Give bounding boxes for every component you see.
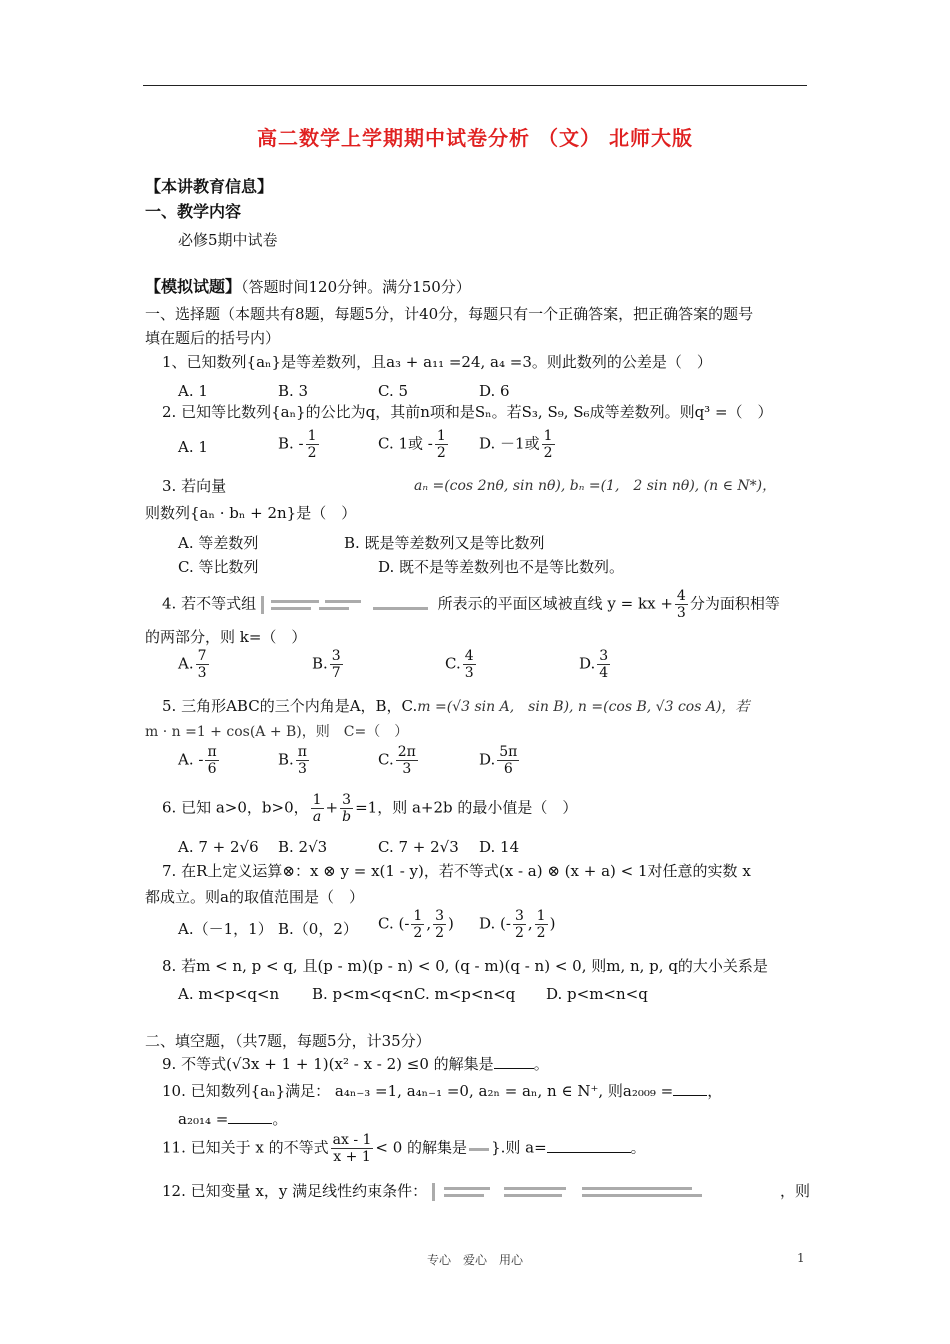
fraction-denominator: 6 <box>207 761 217 777</box>
fraction-numerator: 3 <box>514 908 524 924</box>
answer-blank <box>673 1081 707 1096</box>
fraction-denominator: 6 <box>503 761 513 777</box>
q2-option-b <box>278 428 321 461</box>
q3-option-b: B. 既是等差数列又是等比数列 <box>344 534 545 552</box>
q4-option-b <box>312 648 345 681</box>
q1-option-c: C. 5 <box>378 382 409 400</box>
q4-option-b-label: B. <box>312 654 328 673</box>
q2-option-b-label: B. - <box>278 434 304 453</box>
q3-vector-formula: aₙ =(cos 2nθ, sin nθ), bₙ =(1, 2 sin nθ), (n ∈ N*)， <box>414 478 777 494</box>
fill-in-heading: 二、填空题，（共7题，每题5分，计35分） <box>145 1032 431 1050</box>
q4-option-a-label: A. <box>178 654 194 673</box>
fraction-denominator: b <box>342 809 352 825</box>
q11-text-c: }.则 a= <box>491 1138 547 1157</box>
q5-option-d-label: D. <box>479 750 496 769</box>
inequality-system-image <box>261 596 433 614</box>
q4-text-b: 所表示的平面区域被直线 y = kx + <box>437 594 673 613</box>
q4-option-d <box>579 648 612 681</box>
q8-option-c: C. m<p<n<q <box>414 985 516 1003</box>
q2-option-a: A. 1 <box>178 438 208 456</box>
mock-heading-line <box>145 276 810 298</box>
q5-option-b-label: B. <box>278 750 294 769</box>
page-title: 高二数学上学期期中试卷分析 （文） 北师大版 <box>257 126 693 150</box>
fraction-denominator: 2 <box>435 925 445 941</box>
fraction-numerator: 2π <box>397 744 416 760</box>
question-9 <box>162 1053 827 1075</box>
question-10-line-2 <box>178 1108 843 1130</box>
q7-option-d-label: D. (- <box>479 914 511 933</box>
q5-option-b <box>278 744 311 777</box>
fraction-denominator: 3 <box>197 665 207 681</box>
q7-option-b: B.（0，2） <box>278 920 358 938</box>
answer-blank <box>494 1054 534 1069</box>
q5-vector-formula: m =(√3 sin A, sin B), n =(cos B, √3 cos A)，若 <box>417 699 750 715</box>
q6-option-c: C. 7 + 2√3 <box>378 838 459 856</box>
fraction-denominator: 3 <box>676 605 686 621</box>
q4-option-c <box>445 648 478 681</box>
fraction-denominator: 2 <box>436 445 446 461</box>
fraction-denominator: x + 1 <box>333 1149 371 1165</box>
question-10-line-1 <box>162 1080 827 1102</box>
q8-option-b: B. p<m<q<n <box>312 985 414 1003</box>
question-11 <box>162 1132 827 1172</box>
fraction-denominator: 3 <box>402 761 412 777</box>
q9-period: 。 <box>533 1055 549 1073</box>
question-12 <box>162 1180 810 1202</box>
header-rule <box>143 85 807 86</box>
q10-text-b: a₂₀₁₄ = <box>178 1110 229 1128</box>
question-7-line-1: 7. 在R上定义运算⊗：x ⊗ y = x(1 - y)，若不等式(x - a) ⊗ (x + a) < 1对任意的实数 x <box>162 862 751 880</box>
fraction-denominator: 2 <box>543 445 553 461</box>
question-7-line-2: 都成立。则a的取值范围是（ ） <box>145 888 364 906</box>
fraction-numerator: π <box>207 744 217 760</box>
fraction-numerator: 1 <box>436 428 446 444</box>
q5-text-a: 5. 三角形ABC的三个内角是A，B，C. <box>162 697 418 715</box>
q1-option-b: B. 3 <box>278 382 309 400</box>
fraction-numerator: 3 <box>331 648 341 664</box>
mock-heading: 【模拟试题】 <box>145 277 242 296</box>
answer-blank <box>547 1138 631 1153</box>
answer-blank <box>228 1109 272 1124</box>
q5-option-a <box>178 744 221 777</box>
q6-option-a: A. 7 + 2√6 <box>178 838 259 856</box>
q4-text-a: 4. 若不等式组 <box>162 594 257 613</box>
question-4-line-1 <box>162 588 827 621</box>
q4-option-c-label: C. <box>445 654 461 673</box>
choice-intro-1: 一、选择题（本题共有8题，每题5分，计40分，每题只有一个正确答案，把正确答案的题号 <box>145 305 754 323</box>
question-3-line-2: 则数列{aₙ · bₙ + 2n}是（ ） <box>145 504 357 522</box>
fraction-denominator: 3 <box>297 761 307 777</box>
q5-option-d <box>479 744 521 777</box>
q6-text-b: =1，则 a+2b 的最小值是（ ） <box>355 798 578 817</box>
fraction-numerator: 1 <box>307 428 317 444</box>
question-5-line-1 <box>162 695 827 718</box>
fraction-numerator: 3 <box>599 648 609 664</box>
question-4-line-2: 的两部分，则 k=（ ） <box>145 628 307 646</box>
fraction-numerator: 4 <box>464 648 474 664</box>
q11-period: 。 <box>630 1138 646 1157</box>
q10-period: 。 <box>272 1110 288 1128</box>
q4-option-d-label: D. <box>579 654 596 673</box>
fraction-numerator: 1 <box>413 908 423 924</box>
q7-option-c: C. (- $\frac{1}{2}$ , $\frac{3}{2}$ ) <box>378 908 454 941</box>
fraction-numerator: 3 <box>340 792 353 809</box>
q4-option-a <box>178 648 211 681</box>
q2-option-c-label: C. 1或 - <box>378 434 433 453</box>
page-footer: 专心 爱心 用心 <box>426 1253 523 1267</box>
choice-intro-2: 填在题后的括号内） <box>145 329 281 347</box>
section-teaching-content: 一、教学内容 <box>145 202 242 221</box>
q12-text-b: ，则 <box>779 1182 810 1200</box>
q7-option-d: D. (- $\frac{3}{2}$ , $\frac{1}{2}$ ) <box>479 908 556 941</box>
mock-note: （答题时间120分钟。满分150分） <box>241 278 471 296</box>
q5-option-a-label: A. - <box>178 750 204 769</box>
q2-option-d <box>479 428 557 461</box>
fraction-denominator: 2 <box>413 925 423 941</box>
question-8: 8. 若m < n, p < q, 且(p - m)(p - n) < 0, (q - m)(q - n) < 0, 则m, n, p, q的大小关系是 <box>162 957 768 975</box>
fraction-numerator: 3 <box>435 908 445 924</box>
q6-option-d: D. 14 <box>479 838 520 856</box>
fraction-denominator: 2 <box>536 925 546 941</box>
q2-option-d-label: D. －1或 <box>479 434 540 453</box>
q7-option-a: A.（－1，1） <box>178 920 273 938</box>
fraction-denominator: a <box>312 809 322 825</box>
fraction-numerator: 1 <box>536 908 546 924</box>
q1-option-a: A. 1 <box>178 382 208 400</box>
question-3-line-1 <box>162 475 827 497</box>
q5-option-c <box>378 744 420 777</box>
question-1: 1、已知数列{aₙ}是等差数列，且a₃ + a₁₁ =24, a₄ =3。则此数列的公差是（ ） <box>162 353 712 371</box>
q6-text-a: 6. 已知 a>0，b>0， <box>162 798 309 817</box>
q5-option-c-label: C. <box>378 750 394 769</box>
q11-text-b: < 0 的解集是 <box>375 1138 468 1157</box>
q7-option-c-label: C. (- <box>378 914 410 933</box>
q10-text-a: 10. 已知数列{aₙ}满足： a₄ₙ₋₃ =1, a₄ₙ₋₁ =0, a₂ₙ = aₙ, n ∈ N⁺, 则a₂₀₀₉ = <box>162 1082 674 1100</box>
fraction-numerator: 7 <box>197 648 207 664</box>
q1-option-d: D. 6 <box>479 382 510 400</box>
fraction-numerator: 5π <box>499 744 518 760</box>
q8-option-a: A. m<p<q<n <box>178 985 280 1003</box>
q3-text-a: 3. 若向量 <box>162 477 227 495</box>
fraction-denominator: 7 <box>331 665 341 681</box>
question-5-line-2: m · n =1 + cos(A + B)，则 C=（ ） <box>145 724 409 740</box>
fraction-denominator: 2 <box>307 445 317 461</box>
q3-option-c: C. 等比数列 <box>178 558 259 576</box>
q8-option-d: D. p<m<n<q <box>546 985 648 1003</box>
info-heading: 【本讲教育信息】 <box>145 177 274 196</box>
q3-option-a: A. 等差数列 <box>178 534 259 552</box>
q4-text-c: 分为面积相等 <box>689 594 780 613</box>
fraction-numerator: 4 <box>676 588 686 604</box>
fraction-numerator: 1 <box>312 792 322 808</box>
fraction-numerator: 1 <box>543 428 553 444</box>
q9-text: 9. 不等式(√3x + 1 + 1)(x² - x - 2) ≤0 的解集是 <box>162 1055 494 1073</box>
q3-option-d: D. 既不是等差数列也不是等比数列。 <box>378 558 625 576</box>
solution-set-image <box>467 1140 491 1158</box>
q12-text-a: 12. 已知变量 x，y 满足线性约束条件： <box>162 1182 428 1200</box>
constraint-system-image <box>432 1183 708 1201</box>
page-number: 1 <box>797 1251 805 1265</box>
content-text: 必修5期中试卷 <box>178 231 278 249</box>
q6-option-b: B. 2√3 <box>278 838 328 856</box>
question-6: 6. 已知 a>0，b>0， $\frac{1}{a}$ + $\frac{3}{b}$ =1，则 a+2b 的最小值是（ ） <box>162 792 578 825</box>
q2-option-c <box>378 428 450 461</box>
fraction-denominator: 2 <box>514 925 524 941</box>
fraction-numerator: ax - 1 <box>332 1132 372 1148</box>
question-2: 2. 已知等比数列{aₙ}的公比为q，其前n项和是Sₙ。若S₃, S₉, S₆成等差数列。则q³ =（ ） <box>162 403 773 421</box>
q10-comma: ， <box>707 1082 723 1100</box>
fraction-denominator: 3 <box>464 665 474 681</box>
fraction-numerator: π <box>297 744 307 760</box>
fraction-denominator: 4 <box>599 665 609 681</box>
q11-text-a: 11. 已知关于 x 的不等式 <box>162 1138 329 1157</box>
